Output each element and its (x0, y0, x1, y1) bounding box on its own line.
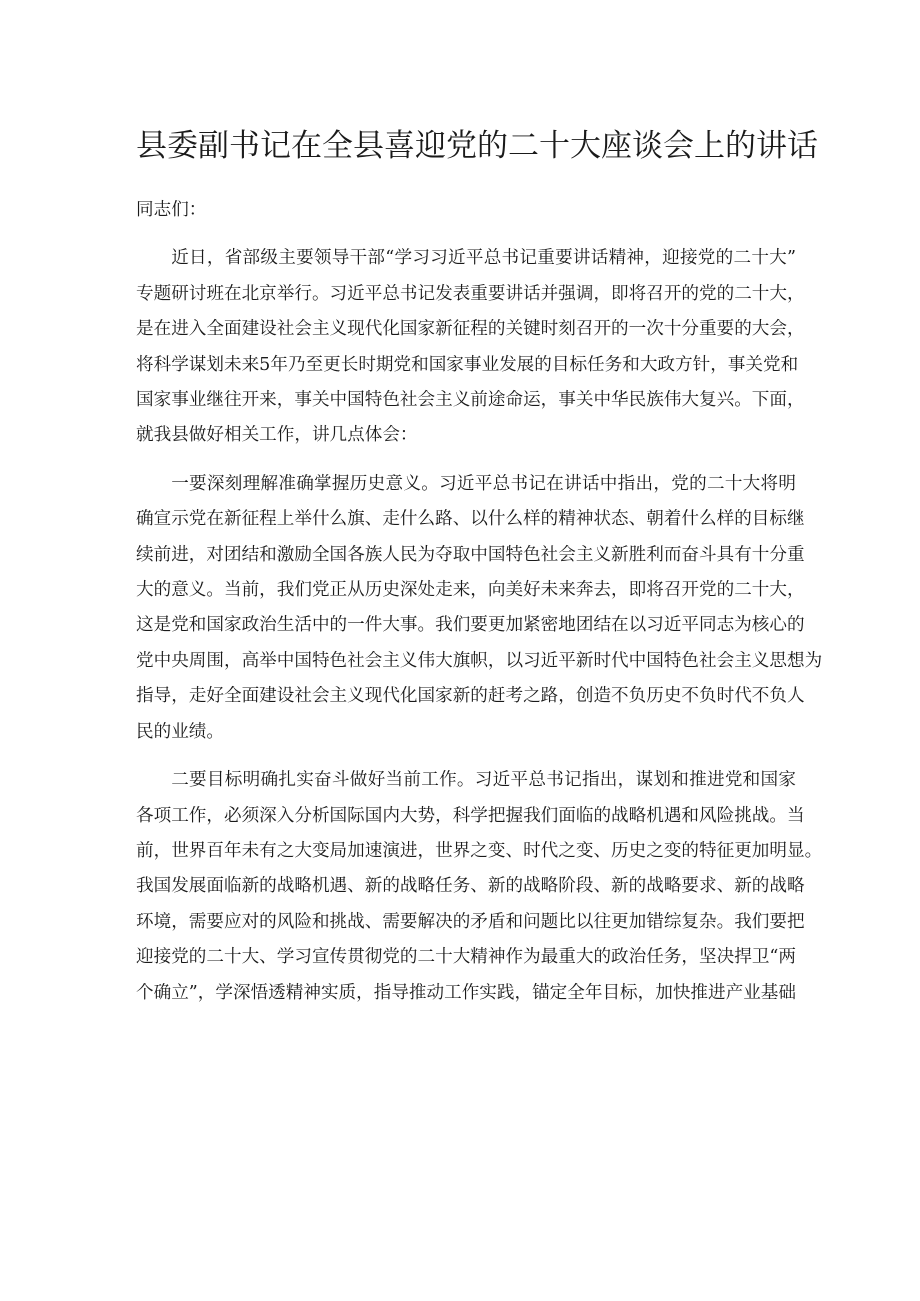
text-line: 前，世界百年未有之大变局加速演进，世界之变、时代之变、历史之变的特征更加明显。 (136, 840, 823, 861)
text-line: 党中央周围，高举中国特色社会主义伟大旗帜，以习近平新时代中国特色社会主义思想为 (136, 650, 823, 671)
text-line: 是在进入全面建设社会主义现代化国家新征程的关键时刻召开的一次十分重要的大会， (136, 319, 805, 340)
paragraph-point-two (136, 763, 823, 1011)
text-line: 大的意义。当前，我们党正从历史深处走来，向美好未来奔去，即将召开党的二十大， (136, 580, 805, 601)
text-line: 这是党和国家政治生活中的一件大事。我们要更加紧密地团结在以习近平同志为核心的 (136, 615, 805, 636)
text-line: 各项工作，必须深入分析国际国内大势，科学把握我们面临的战略机遇和风险挑战。当 (136, 805, 805, 826)
text-line: 个确立”，学深悟透精神实质，指导推动工作实践，锚定全年目标，加快推进产业基础 (136, 982, 796, 1003)
text-line: 民的业绩。 (136, 721, 224, 742)
page-title: 县委副书记在全县喜迎党的二十大座谈会上的讲话 (136, 128, 818, 164)
text-line: 确宣示党在新征程上举什么旗、走什么路、以什么样的精神状态、朝着什么样的目标继 (136, 509, 805, 530)
text-line: 我国发展面临新的战略机遇、新的战略任务、新的战略阶段、新的战略要求、新的战略 (136, 876, 805, 897)
text-line: 将科学谋划未来5年乃至更长时期党和国家事业发展的目标任务和大政方针，事关党和 (136, 354, 799, 375)
paragraph-intro (136, 241, 805, 453)
text-line: 就我县做好相关工作，讲几点体会： (136, 425, 418, 446)
text-line: 专题研讨班在北京举行。习近平总书记发表重要讲话并强调，即将召开的党的二十大， (136, 283, 805, 304)
text-line: 国家事业继往开来，事关中国特色社会主义前途命运，事关中华民族伟大复兴。下面， (136, 390, 805, 411)
text-line: 续前进，对团结和激励全国各族人民为夺取中国特色社会主义新胜利而奋斗具有十分重 (136, 544, 805, 565)
paragraph-point-one (136, 467, 823, 750)
text-line: 一要深刻理解准确掌握历史意义。习近平总书记在讲话中指出，党的二十大将明 (171, 473, 796, 494)
document-body (136, 193, 823, 1024)
greeting: 同志们： (136, 200, 207, 220)
text-line: 近日，省部级主要领导干部“学习习近平总书记重要讲话精神，迎接党的二十大” (171, 248, 796, 269)
text-line: 迎接党的二十大、学习宣传贯彻党的二十大精神作为最重大的政治任务，坚决捍卫“两 (136, 947, 796, 968)
text-line: 二要目标明确扎实奋斗做好当前工作。习近平总书记指出，谋划和推进党和国家 (171, 770, 796, 791)
text-line: 指导，走好全面建设社会主义现代化国家新的赶考之路，创造不负历史不负时代不负人 (136, 686, 805, 707)
text-line: 环境，需要应对的风险和挑战、需要解决的矛盾和问题比以往更加错综复杂。我们要把 (136, 911, 805, 932)
